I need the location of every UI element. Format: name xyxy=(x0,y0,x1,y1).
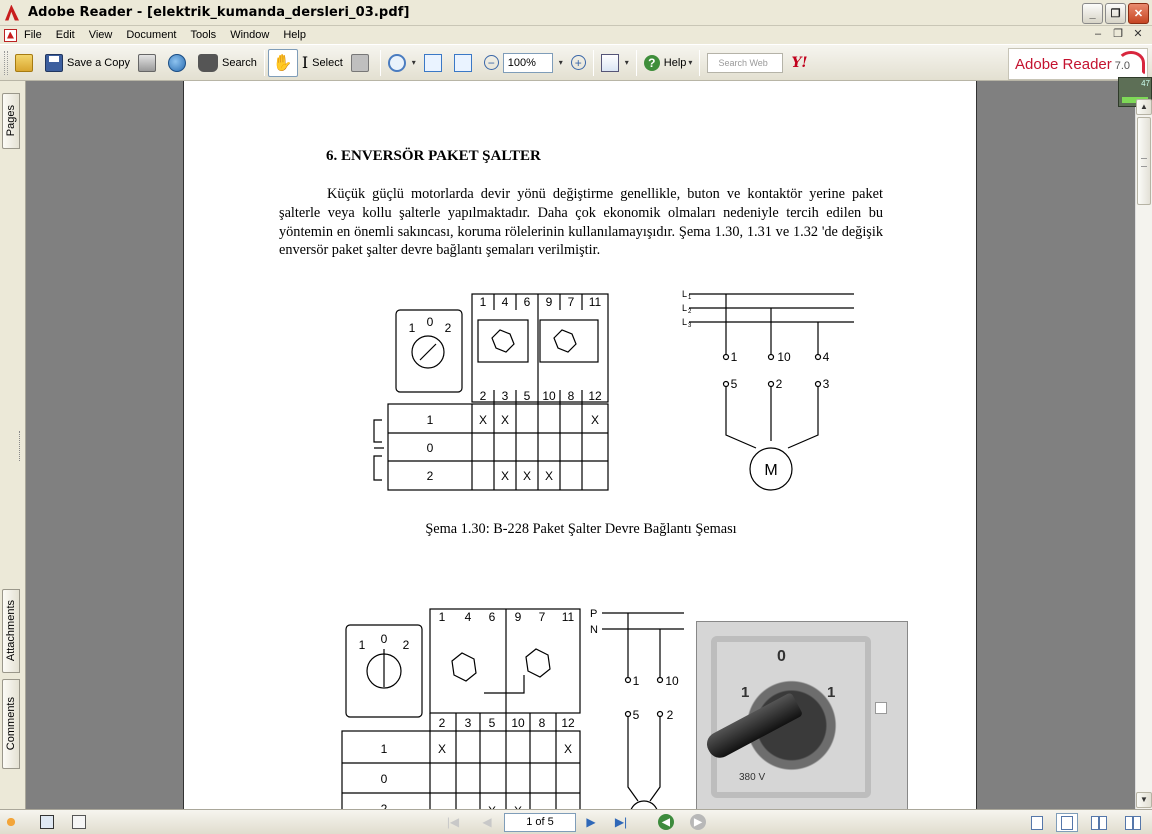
terminal-label: 4 xyxy=(501,295,509,309)
position-label xyxy=(381,802,388,809)
contact-label: 4 xyxy=(822,350,830,364)
facing-layout-button[interactable] xyxy=(1088,813,1110,832)
next-page-button[interactable]: ▶ xyxy=(586,815,596,829)
text-cursor-icon: I xyxy=(301,53,309,72)
terminal-label: 5 xyxy=(523,389,531,403)
contact-mark: X xyxy=(500,413,510,427)
menu-file[interactable]: File xyxy=(24,29,42,41)
page-layout-button[interactable] xyxy=(597,49,633,77)
line-label: L xyxy=(682,317,688,327)
tab-attachments[interactable] xyxy=(2,589,20,673)
toolbar-separator xyxy=(636,50,637,76)
figure-caption: Şema 1.30: B-228 Paket Şalter Devre Bağlantı Şeması xyxy=(425,521,737,537)
continuous-facing-layout-button[interactable] xyxy=(1122,813,1144,832)
terminal-label: 1 xyxy=(438,610,446,624)
adobe-swoosh-icon xyxy=(1114,51,1145,75)
continuous-layout-button[interactable] xyxy=(1056,813,1078,832)
floppy-disk-icon xyxy=(45,54,63,72)
scroll-thumb[interactable] xyxy=(1137,117,1151,205)
dial-label: 2 xyxy=(402,638,410,652)
close-button[interactable]: ✕ xyxy=(1128,3,1149,24)
screen-icon[interactable] xyxy=(40,815,54,829)
toolbar xyxy=(0,44,1152,81)
help-label: Help xyxy=(663,56,687,69)
dial-label: 0 xyxy=(426,315,434,329)
continuous-page-icon xyxy=(1061,816,1073,830)
photo-label-0: 0 xyxy=(777,648,786,665)
terminal-label: 3 xyxy=(501,389,509,403)
pages-icon xyxy=(601,54,619,72)
fit-page-icon xyxy=(424,54,442,72)
zoom-out-button[interactable] xyxy=(480,49,503,77)
line-label: L xyxy=(682,289,688,299)
pdf-page xyxy=(183,81,977,809)
contact-mark: X xyxy=(563,742,573,756)
document-sheet-icon[interactable] xyxy=(72,815,86,829)
contact-label: 2 xyxy=(666,708,674,722)
position-label: 1 xyxy=(426,413,434,427)
menu-bar xyxy=(0,26,1152,44)
position-label: 0 xyxy=(426,441,434,455)
terminal-label: 12 xyxy=(561,716,575,730)
sun-icon[interactable] xyxy=(4,815,18,829)
menu-help[interactable]: Help xyxy=(283,29,306,41)
email-globe-icon xyxy=(168,54,186,72)
line-subscript: 3 xyxy=(688,323,692,329)
tab-comments[interactable] xyxy=(2,679,20,769)
search-button[interactable] xyxy=(194,49,261,77)
adobe-version-text: 7.0 xyxy=(1114,60,1131,72)
dial-label: 1 xyxy=(358,638,366,652)
toolbar-separator xyxy=(264,50,265,76)
document-minimize-button[interactable]: – xyxy=(1094,28,1102,40)
camera-icon xyxy=(351,54,369,72)
adobe-reader-app-icon[interactable] xyxy=(5,5,19,21)
single-page-icon xyxy=(1031,816,1043,830)
menu-edit[interactable]: Edit xyxy=(55,29,75,41)
zoom-tool-button[interactable] xyxy=(384,49,420,77)
fit-width-button[interactable] xyxy=(450,49,480,77)
facing-pages-icon xyxy=(1091,816,1099,830)
terminal-label: 6 xyxy=(488,610,496,624)
help-button[interactable] xyxy=(640,49,697,77)
pane-splitter[interactable] xyxy=(19,431,22,461)
document-restore-button[interactable]: ❐ xyxy=(1113,28,1123,40)
contact-label: 5 xyxy=(730,377,738,391)
contact-label: 3 xyxy=(822,377,830,391)
line-subscript: 2 xyxy=(688,309,692,315)
next-view-button[interactable]: ▶ xyxy=(690,814,706,830)
fit-width-icon xyxy=(454,54,472,72)
adobe-reader-logo[interactable] xyxy=(1008,48,1148,80)
contact-label: 2 xyxy=(775,377,783,391)
tab-comments-label: Comments xyxy=(5,697,17,751)
binoculars-icon xyxy=(198,54,218,72)
restore-button[interactable]: ❐ xyxy=(1105,3,1126,24)
dial-label: 2 xyxy=(444,321,452,335)
zoom-level-input[interactable]: 100% xyxy=(503,53,553,73)
contact-label: 10 xyxy=(665,674,679,688)
fit-page-button[interactable] xyxy=(420,49,450,77)
open-button[interactable] xyxy=(11,49,41,77)
terminal-label: 9 xyxy=(514,610,522,624)
contact-label: 5 xyxy=(632,708,640,722)
toolbar-grip[interactable] xyxy=(4,51,8,75)
menu-document[interactable]: Document xyxy=(126,29,177,41)
terminal-label: 5 xyxy=(488,716,496,730)
position-label: 0 xyxy=(380,772,388,786)
document-view[interactable] xyxy=(27,81,1135,809)
print-button[interactable] xyxy=(134,49,164,77)
contact-mark: X xyxy=(544,469,554,483)
body-paragraph: Küçük güçlü motorlarda devir yönü değiştirme genellikle, buton ve kontaktör yerine paket şalterle veya kollu şalterle yapılmaktadır. Daha çok ekonomik olmaları nedeniyle tercih edilen bu yöntemin en önemli sakıncası, koruma rölelerinin kullanılamayışıdır. Şema 1.30, 1.31 ve 1.32 'de değişik enversör paket şalter devre bağlantı şemaları verilmiştir. xyxy=(279,186,883,259)
chevron-down-icon: ▾ xyxy=(411,58,416,67)
menu-view[interactable]: View xyxy=(88,29,113,41)
contact-label: 1 xyxy=(632,674,640,688)
magnifier-icon xyxy=(388,54,406,72)
plus-icon: + xyxy=(571,55,586,70)
facing-pages-icon xyxy=(1099,816,1107,830)
contact-label: 1 xyxy=(730,350,738,364)
position-label: 2 xyxy=(426,469,434,483)
contact-mark: X xyxy=(437,742,447,756)
chevron-down-icon: ▾ xyxy=(688,58,693,67)
menu-tools[interactable]: Tools xyxy=(190,29,217,41)
terminal-label: 2 xyxy=(479,389,487,403)
window-title: Adobe Reader - [elektrik_kumanda_dersleri_03.pdf] xyxy=(28,5,410,20)
terminal-label: 4 xyxy=(464,610,472,624)
printer-icon xyxy=(138,54,156,72)
contact-mark: X xyxy=(522,469,532,483)
open-folder-icon xyxy=(15,54,33,72)
terminal-label: 9 xyxy=(545,295,553,309)
zoom-dropdown-button[interactable] xyxy=(553,49,567,77)
figure-1-diagram xyxy=(364,286,884,496)
terminal-label: 6 xyxy=(523,295,531,309)
terminal-label: 11 xyxy=(561,610,575,624)
hand-tool-button[interactable] xyxy=(268,49,298,77)
continuous-facing-icon xyxy=(1125,816,1133,830)
tab-pages-label: Pages xyxy=(5,105,17,137)
photo-label-1-left: 1 xyxy=(741,684,750,701)
single-page-layout-button[interactable] xyxy=(1026,813,1048,832)
terminal-label: 3 xyxy=(464,716,472,730)
contact-mark: X xyxy=(478,413,488,427)
document-close-button[interactable]: ✕ xyxy=(1133,28,1143,40)
rotary-switch-photo xyxy=(696,621,908,809)
status-bar xyxy=(0,809,1152,834)
contact-mark: X xyxy=(590,413,600,427)
search-web-input[interactable]: Search Web xyxy=(707,53,783,73)
yahoo-logo[interactable]: Y! xyxy=(791,54,808,71)
toolbar-separator xyxy=(380,50,381,76)
select-label: Select xyxy=(312,56,343,69)
toolbar-separator xyxy=(699,50,700,76)
previous-page-button[interactable]: ◀ xyxy=(482,815,492,829)
snapshot-button[interactable] xyxy=(347,49,377,77)
minimize-button[interactable]: _ xyxy=(1082,3,1103,24)
select-tool-button[interactable] xyxy=(298,49,347,77)
tab-pages[interactable] xyxy=(2,93,20,149)
motor-label: M xyxy=(764,462,778,479)
title-bar xyxy=(0,0,1152,26)
terminal-label: 8 xyxy=(567,389,575,403)
terminal-label: 12 xyxy=(588,389,602,403)
terminal-label: 10 xyxy=(511,716,525,730)
previous-view-button[interactable]: ◀ xyxy=(658,814,674,830)
photo-voltage-label: 380 V xyxy=(739,772,766,783)
navigation-pane xyxy=(0,81,26,809)
vertical-scrollbar[interactable] xyxy=(1135,81,1152,809)
toolbar-separator xyxy=(593,50,594,76)
adobe-brand-text: Adobe xyxy=(1015,55,1059,73)
tab-attachments-label: Attachments xyxy=(5,600,17,662)
terminal-label: 10 xyxy=(542,389,556,403)
line-label: L xyxy=(682,303,688,313)
line-subscript: 1 xyxy=(688,295,692,301)
terminal-label: 7 xyxy=(538,610,546,624)
terminal-label: 2 xyxy=(438,716,446,730)
scroll-down-button[interactable]: ▼ xyxy=(1136,792,1152,808)
line-label: P xyxy=(590,608,598,620)
terminal-label: 8 xyxy=(538,716,546,730)
adobe-product-text: Reader xyxy=(1062,55,1112,73)
continuous-facing-icon xyxy=(1133,816,1141,830)
dial-label: 1 xyxy=(408,321,416,335)
terminal-label: 7 xyxy=(567,295,575,309)
terminal-label: 11 xyxy=(588,295,602,309)
scroll-up-button[interactable]: ▲ xyxy=(1136,99,1152,115)
search-label: Search xyxy=(221,56,257,69)
menu-window[interactable]: Window xyxy=(230,29,270,41)
chevron-down-icon: ▾ xyxy=(624,58,629,67)
chevron-down-icon: ▾ xyxy=(558,58,563,67)
section-title: 6. ENVERSÖR PAKET ŞALTER xyxy=(326,148,541,164)
terminal-label: 1 xyxy=(479,295,487,309)
line-label: N xyxy=(590,624,598,636)
navigation-thumbnail-text: 47 xyxy=(1141,79,1150,88)
hand-icon: ✋ xyxy=(272,54,293,72)
figure-2-diagram xyxy=(334,603,694,809)
page-number-input[interactable]: 1 of 5 xyxy=(504,813,576,832)
text-cursor-marker xyxy=(875,702,887,714)
position-label: 1 xyxy=(380,742,388,756)
photo-label-1-right: 1 xyxy=(827,684,836,701)
first-page-button[interactable]: |◀ xyxy=(446,815,460,829)
email-button[interactable] xyxy=(164,49,194,77)
zoom-in-button[interactable] xyxy=(567,49,590,77)
help-icon: ? xyxy=(644,55,660,71)
dial-label: 0 xyxy=(380,632,388,646)
last-page-button[interactable]: ▶| xyxy=(614,815,628,829)
save-copy-label: Save a Copy xyxy=(67,56,130,69)
contact-label: 10 xyxy=(777,350,791,364)
contact-mark: X xyxy=(500,469,510,483)
minus-icon: − xyxy=(484,55,499,70)
pdf-document-icon[interactable] xyxy=(4,29,17,42)
save-copy-button[interactable] xyxy=(41,49,134,77)
